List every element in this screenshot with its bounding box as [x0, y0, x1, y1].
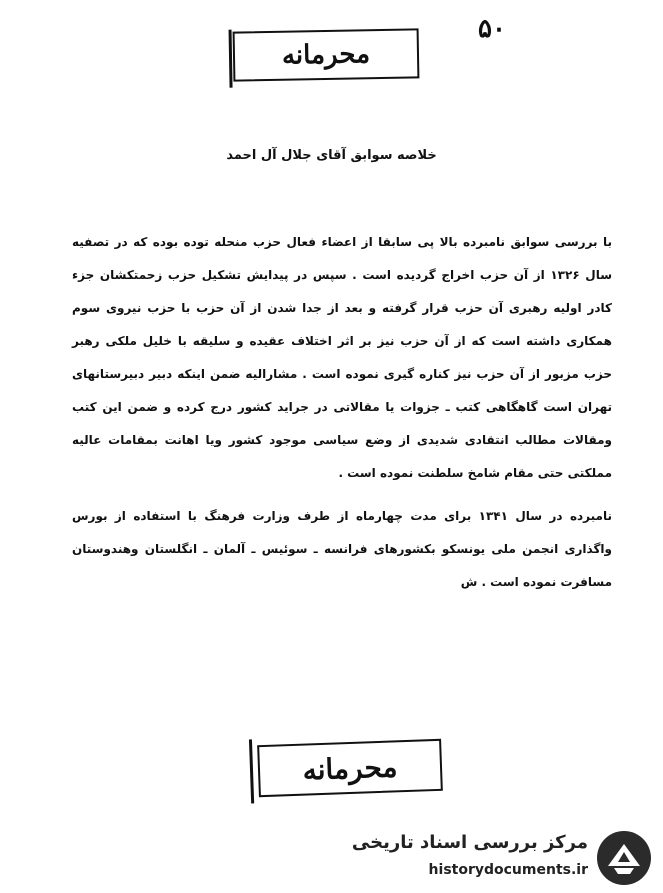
- confidential-stamp-bottom-text: محرمانه: [302, 749, 398, 787]
- confidential-stamp-top: [233, 28, 420, 81]
- paragraph-2: نامبرده در سال ۱۳۴۱ برای مدت چهارماه از طرف وزارت فرهنگ با استفاده از بورس واگذاری انجمن ملی یونسکو بکشورهای فرانسه ـ سوئیس ـ آلمان ـ انگلستان وهندوستان مسافرت نموده است . ش: [72, 509, 612, 589]
- paragraph-1: با بررسی سوابق نامبرده بالا پی سابقا از اعضاء فعال حزب منحله توده بوده که در تصفیه سال ۱۳۲۶ از آن حزب اخراج گردیده است . سپس در پیدایش تشکیل حزب زحمتکشان جزء کادر اولیه رهبری آن حزب قرار گرفته و بعد از جدا شدن از آن حزب با حزب نیروی سوم همکاری داشته است که از آن حزب نیز بر اثر اختلاف عقیده و سلیقه با خلیل ملکی رهبر حزب مزبور از آن حزب نیز کناره گیری نموده است . مشارالیه ضمن اینکه دبیر دبیرستانهای تهران است گاهگاهی کتب ـ جزوات یا مقالاتی در جراید کشور درج کرده و ضمن این کتب ومقالات مطالب انتقادی شدیدی از وضع سیاسی موجود کشور ویا اهانت بمقامات عالیه مملکتی حتی مقام شامخ سلطنت نموده است .: [72, 235, 612, 480]
- confidential-stamp-top-text: محرمانه: [281, 39, 371, 71]
- page-number: ۵۰: [478, 14, 506, 44]
- document-title: خلاصه سوابق آقای جلال آل احمد: [226, 148, 437, 163]
- confidential-stamp-bottom: [257, 739, 443, 797]
- site-url: historydocuments.ir: [428, 862, 588, 878]
- document-body: [72, 226, 612, 609]
- site-name: مرکز بررسی اسناد تاریخی: [351, 832, 588, 853]
- archive-logo-icon: [594, 828, 654, 888]
- watermark-logo: [351, 828, 658, 888]
